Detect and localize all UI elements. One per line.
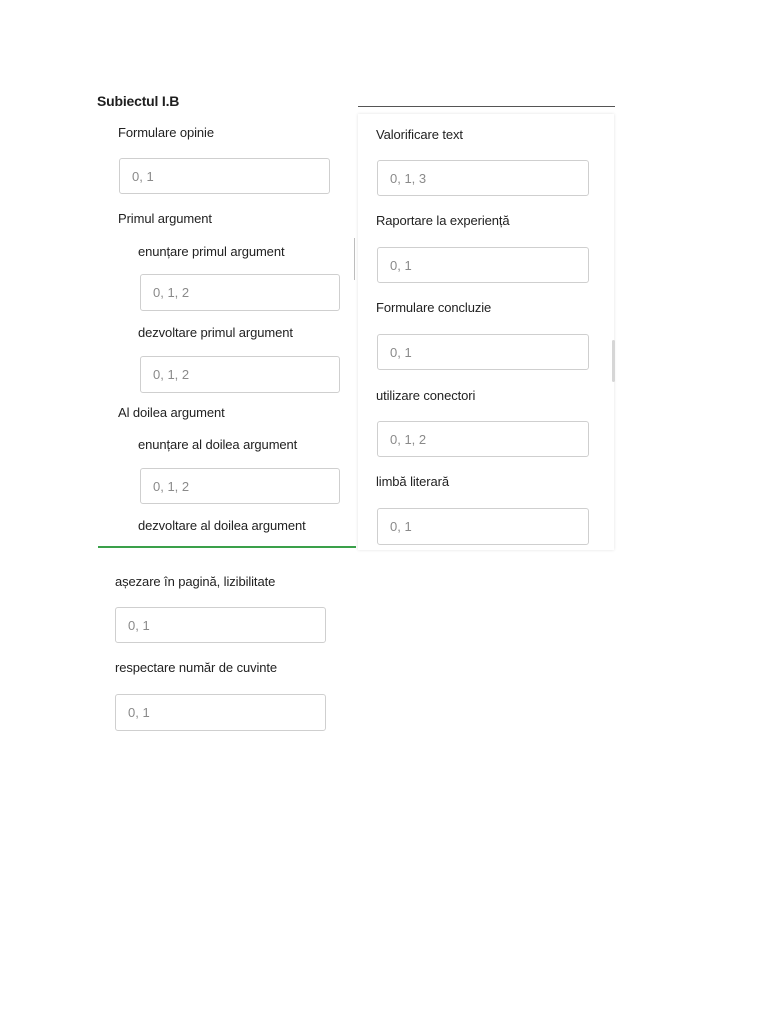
scrollbar-thumb[interactable] xyxy=(612,340,615,382)
formulare-opinie-input[interactable] xyxy=(119,158,330,194)
label-al-doilea-argument: Al doilea argument xyxy=(118,405,225,420)
enuntare-al-doilea-argument-input[interactable] xyxy=(140,468,340,504)
label-dezvoltare-primul-argument: dezvoltare primul argument xyxy=(138,325,293,340)
asezare-in-pagina-input[interactable] xyxy=(115,607,326,643)
label-enuntare-al-doilea-argument: enunțare al doilea argument xyxy=(138,437,298,452)
label-valorificare-text: Valorificare text xyxy=(376,127,463,142)
active-field-underline xyxy=(98,546,356,548)
limba-literara-input[interactable] xyxy=(377,508,589,545)
dezvoltare-primul-argument-input[interactable] xyxy=(140,356,340,393)
label-utilizare-conectori: utilizare conectori xyxy=(376,388,476,403)
label-formulare-opinie: Formulare opinie xyxy=(118,125,214,140)
respectare-numar-cuvinte-input[interactable] xyxy=(115,694,326,731)
enuntare-primul-argument-input[interactable] xyxy=(140,274,340,311)
valorificare-text-input[interactable] xyxy=(377,160,589,196)
label-limba-literara: limbă literară xyxy=(376,474,450,489)
formulare-concluzie-input[interactable] xyxy=(377,334,589,370)
label-asezare-in-pagina: așezare în pagină, lizibilitate xyxy=(115,574,276,589)
right-panel-top-rule xyxy=(358,106,615,107)
label-respectare-numar-cuvinte: respectare număr de cuvinte xyxy=(115,660,278,675)
label-primul-argument: Primul argument xyxy=(118,211,212,226)
section-title: Subiectul I.B xyxy=(97,93,180,109)
label-formulare-concluzie: Formulare concluzie xyxy=(376,300,492,315)
column-divider xyxy=(354,238,355,280)
label-raportare-experienta: Raportare la experiență xyxy=(376,213,510,228)
label-dezvoltare-al-doilea-argument: dezvoltare al doilea argument xyxy=(138,518,306,533)
label-enuntare-primul-argument: enunțare primul argument xyxy=(138,244,285,259)
utilizare-conectori-input[interactable] xyxy=(377,421,589,457)
raportare-experienta-input[interactable] xyxy=(377,247,589,283)
